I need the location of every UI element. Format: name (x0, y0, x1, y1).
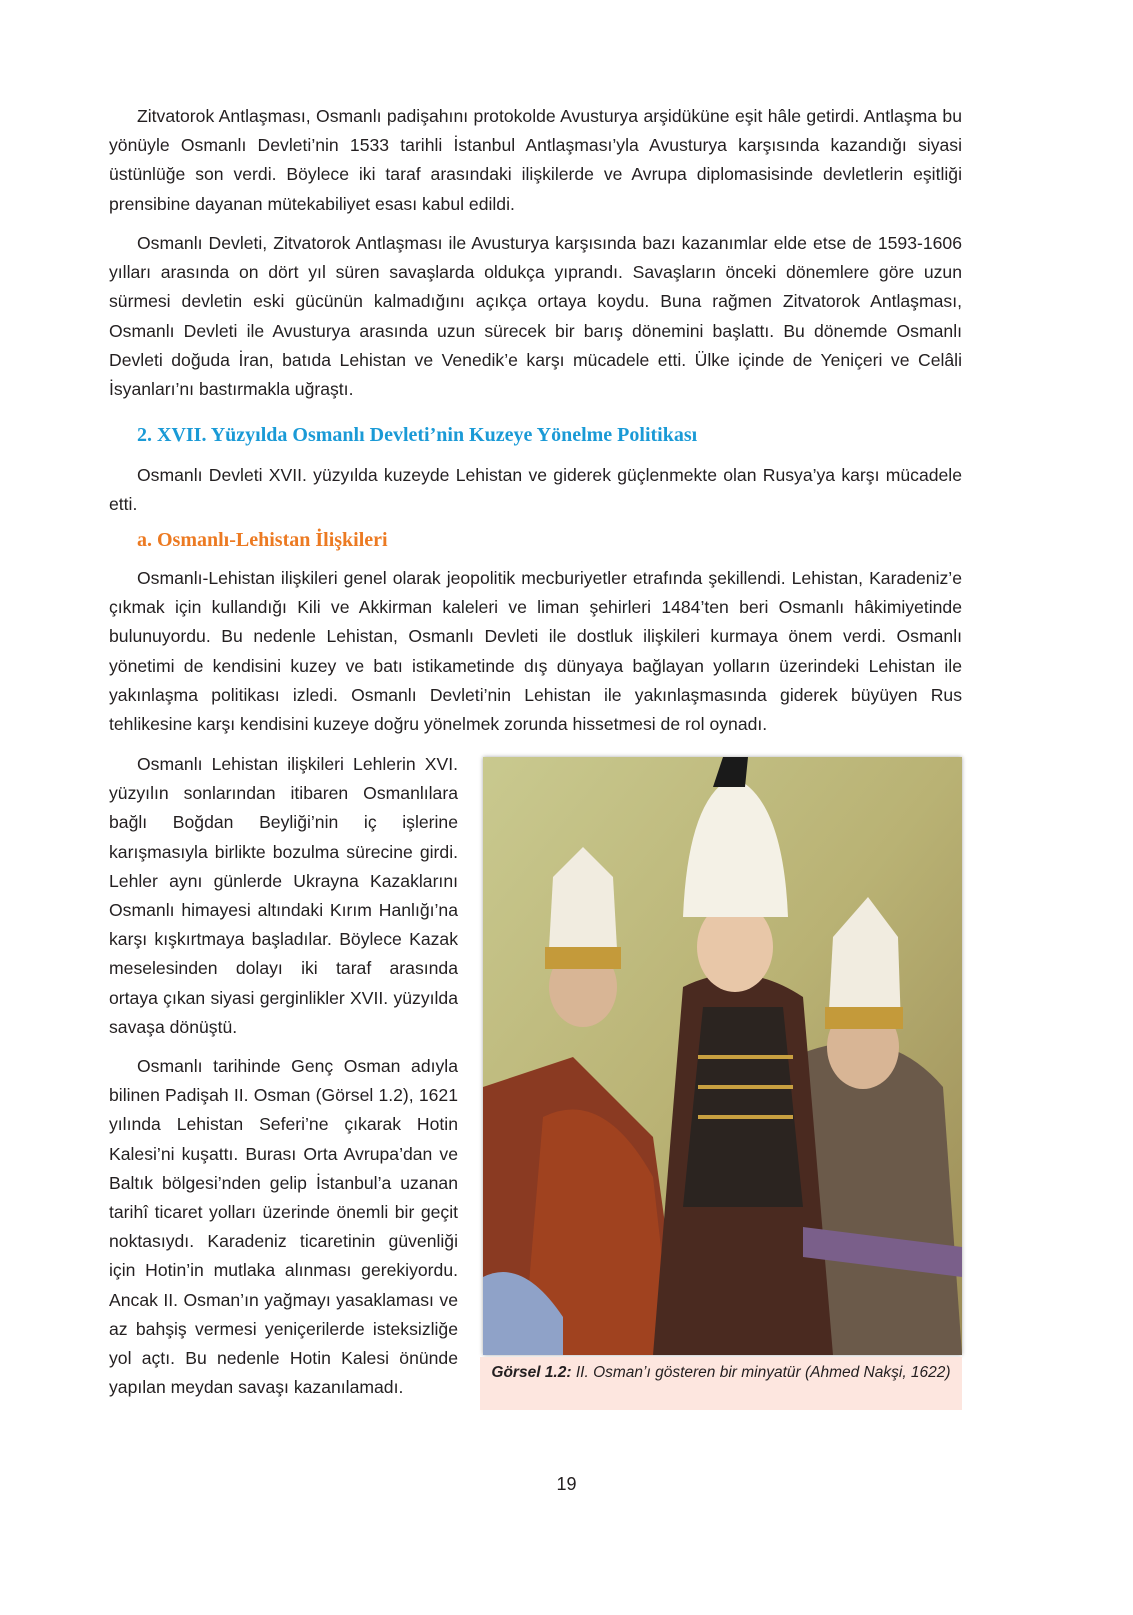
column-paragraph: Osmanlı tarihinde Genç Osman adıyla bilinen Padişah II. Osman (Görsel 1.2), 1621 yılında Lehistan Seferi’ne çıkarak Hotin Kalesi’ni kuşattı. Burası Orta Avrupa’dan ve Baltık bölgesi’nden gelip İstanbul’a uzanan tarihî ticaret yolları üzerinde önemli bir geçit noktasıydı. Karadeniz ticaretinin güvenliği için Hotin’in mutlaka alınması gerekiyordu. Ancak II. Osman’ın yağmayı yasaklaması ve az bahşiş vermesi yeniçerilerde isteksizliğe yol açtı. Bu nedenle Hotin Kalesi önünde yapılan meydan savaşı kazanılamadı. (109, 1056, 458, 1398)
section-intro: Osmanlı Devleti XVII. yüzyılda kuzeyde Lehistan ve giderek güçlenmekte olan Rusya’ya karşı mücadele etti. (109, 465, 962, 515)
miniature-image (483, 757, 962, 1355)
figure-label: Görsel 1.2: (491, 1364, 572, 1381)
column-paragraph: Osmanlı Lehistan ilişkileri Lehlerin XVI. yüzyılın sonlarından itibaren Osmanlılara bağlı Boğdan Beyliği’nin iç işlerine karışmasıyla birlikte bozulma sürecine girdi. Lehler aynı günlerde Ukrayna Kazaklarını Osmanlı himayesi altındaki Kırım Hanlığı’na karşı kışkırtmaya başladılar. Böylece Kazak meselesinden dolayı iki taraf arasında ortaya çıkan siyasi gerginlikler XVII. yüzyılda savaşa dönüştü. (109, 754, 458, 1037)
body-paragraph: Zitvatorok Antlaşması, Osmanlı padişahını protokolde Avusturya arşidüküne eşit hâle getirdi. Antlaşma bu yönüyle Osmanlı Devleti’nin 1533 tarihli İstanbul Antlaşması’yla Avusturya karşısında kazandığı siyasi üstünlüğe son verdi. Böylece iki taraf arasındaki ilişkilerde ve Avrupa diplomasisinde devletlerin eşitliği prensibine dayanan mütekabiliyet esası kabul edildi. (109, 106, 962, 214)
figure-caption-text: II. Osman’ı gösteren bir minyatür (Ahmed Nakşi, 1622) (571, 1364, 951, 1381)
body-paragraph: Osmanlı-Lehistan ilişkileri genel olarak jeopolitik mecburiyetler etrafında şekillendi. Lehistan, Karadeniz’e çıkmak için kullandığı Kili ve Akkirman kaleleri ve liman şehirleri 1484’ten beri Osmanlı hâkimiyetinde bulunuyordu. Bu nedenle Lehistan, Osmanlı Devleti ile dostluk ilişkileri kurmaya önem verdi. Osmanlı yönetimi de kendisini kuzey ve batı istikametinde dış dünyaya bağlayan yolların üzerindeki Lehistan ile yakınlaşma politikası izledi. Osmanlı Devleti’nin Lehistan ile yakınlaşmasında giderek büyüyen Rus tehlikesine karşı kendisini kuzeye doğru yönelmek zorunda hissetmesi de rol oynadı. (109, 568, 962, 735)
section-heading: 2. XVII. Yüzyılda Osmanlı Devleti’nin Kuzeye Yönelme Politikası (137, 424, 698, 446)
page-number: 19 (556, 1474, 577, 1494)
subheading: a. Osmanlı-Lehistan İlişkileri (137, 529, 388, 551)
figure-caption (480, 1357, 962, 1410)
body-paragraph: Osmanlı Devleti, Zitvatorok Antlaşması ile Avusturya karşısında bazı kazanımlar elde etse de 1593-1606 yılları arasında on dört yıl süren savaşlarda oldukça yıprandı. Savaşların önceki dönemlere göre uzun sürmesi devletin eski gücünün kalmadığını açıkça ortaya koydu. Buna rağmen Zitvatorok Antlaşması, Osmanlı Devleti ile Avusturya arasında uzun sürecek bir barış dönemini başlattı. Bu dönemde Osmanlı Devleti doğuda İran, batıda Lehistan ve Venedik’e karşı mücadele etti. Ülke içinde de Yeniçeri ve Celâli İsyanları’nı bastırmakla uğraştı. (109, 233, 962, 400)
